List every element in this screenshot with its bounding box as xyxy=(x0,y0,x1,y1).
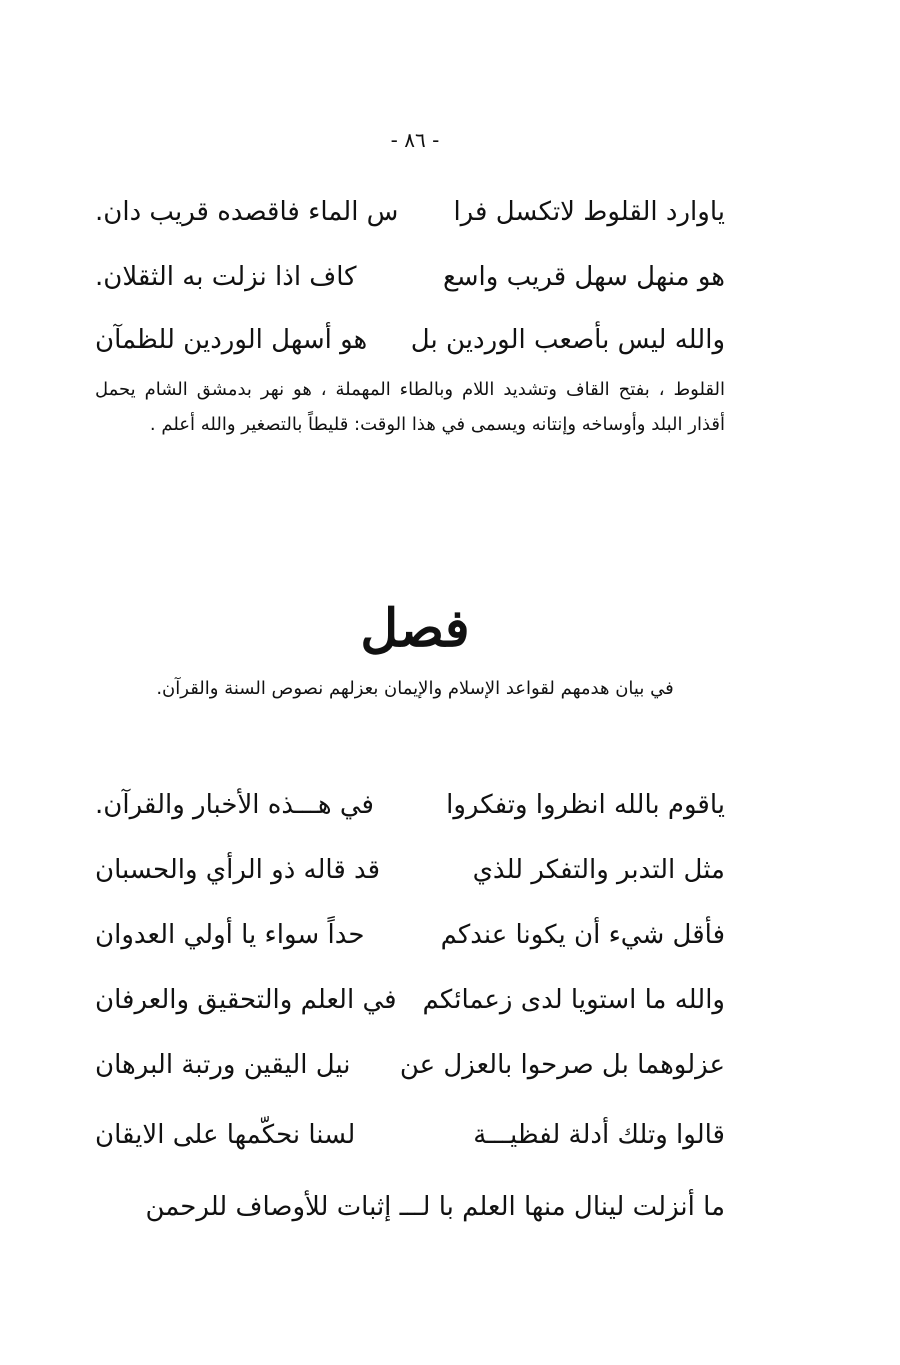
verse-line-continuous: ما أنزلت لينال منها العلم با لـــ إثبات للأوصاف للرحمن xyxy=(145,1192,725,1222)
verse-line xyxy=(95,1045,725,1085)
verse-first-hemistich: ياوارد القلوط لاتكسل فرا xyxy=(453,197,725,227)
verse-first-hemistich: هو منهل سهل قريب واسع xyxy=(442,262,725,292)
section-subtitle: في بيان هدمهم لقواعد الإسلام والإيمان بعزلهم نصوص السنة والقرآن. xyxy=(156,678,674,699)
footnote xyxy=(95,372,725,442)
verse-first-hemistich: والله ما استويا لدى زعمائكم xyxy=(422,985,725,1015)
verse-line xyxy=(95,192,725,232)
verse-second-hemistich: س الماء فاقصده قريب دان. xyxy=(95,197,399,227)
verse-line xyxy=(95,915,725,955)
verse-second-hemistich: في هـــذه الأخبار والقرآن. xyxy=(95,790,374,820)
verse-second-hemistich: هو أسهل الوردين للظمآن xyxy=(95,325,368,355)
section-title: فصل xyxy=(360,598,470,659)
verse-line xyxy=(95,1115,725,1155)
verse-first-hemistich: مثل التدبر والتفكر للذي xyxy=(472,855,725,885)
verse-first-hemistich: قالوا وتلك أدلة لفظيـــة xyxy=(473,1120,725,1150)
verse-second-hemistich: حداً سواء يا أولي العدوان xyxy=(95,920,365,950)
verse-first-hemistich: والله ليس بأصعب الوردين بل xyxy=(410,325,725,355)
verse-first-hemistich: عزلوهما بل صرحوا بالعزل عن xyxy=(399,1050,725,1080)
verse-first-hemistich: ياقوم بالله انظروا وتفكروا xyxy=(446,790,725,820)
verse-second-hemistich: قد قاله ذو الرأي والحسبان xyxy=(95,855,381,885)
verse-line xyxy=(95,980,725,1020)
verse-second-hemistich: نيل اليقين ورتبة البرهان xyxy=(95,1050,351,1080)
verse-second-hemistich: في العلم والتحقيق والعرفان xyxy=(95,985,397,1015)
verse-second-hemistich: لسنا نحكّمها على الايقان xyxy=(95,1120,356,1150)
verse-second-hemistich: كاف اذا نزلت به الثقلان. xyxy=(95,262,357,292)
verse-line xyxy=(95,257,725,297)
verse-line xyxy=(95,785,725,825)
footnote-text: القلوط ، بفتح القاف وتشديد اللام وبالطاء المهملة ، هو نهر بدمشق الشام يحمل أقذار البلد وأوساخه وإنتانه ويسمى في هذا الوقت: قليطاً بالتصغير والله أعلم . xyxy=(95,379,725,435)
verse-line xyxy=(95,320,725,360)
verse-line xyxy=(95,850,725,890)
verse-first-hemistich: فأقل شيء أن يكونا عندكم xyxy=(440,920,725,950)
page-number: - ٨٦ - xyxy=(390,128,440,152)
